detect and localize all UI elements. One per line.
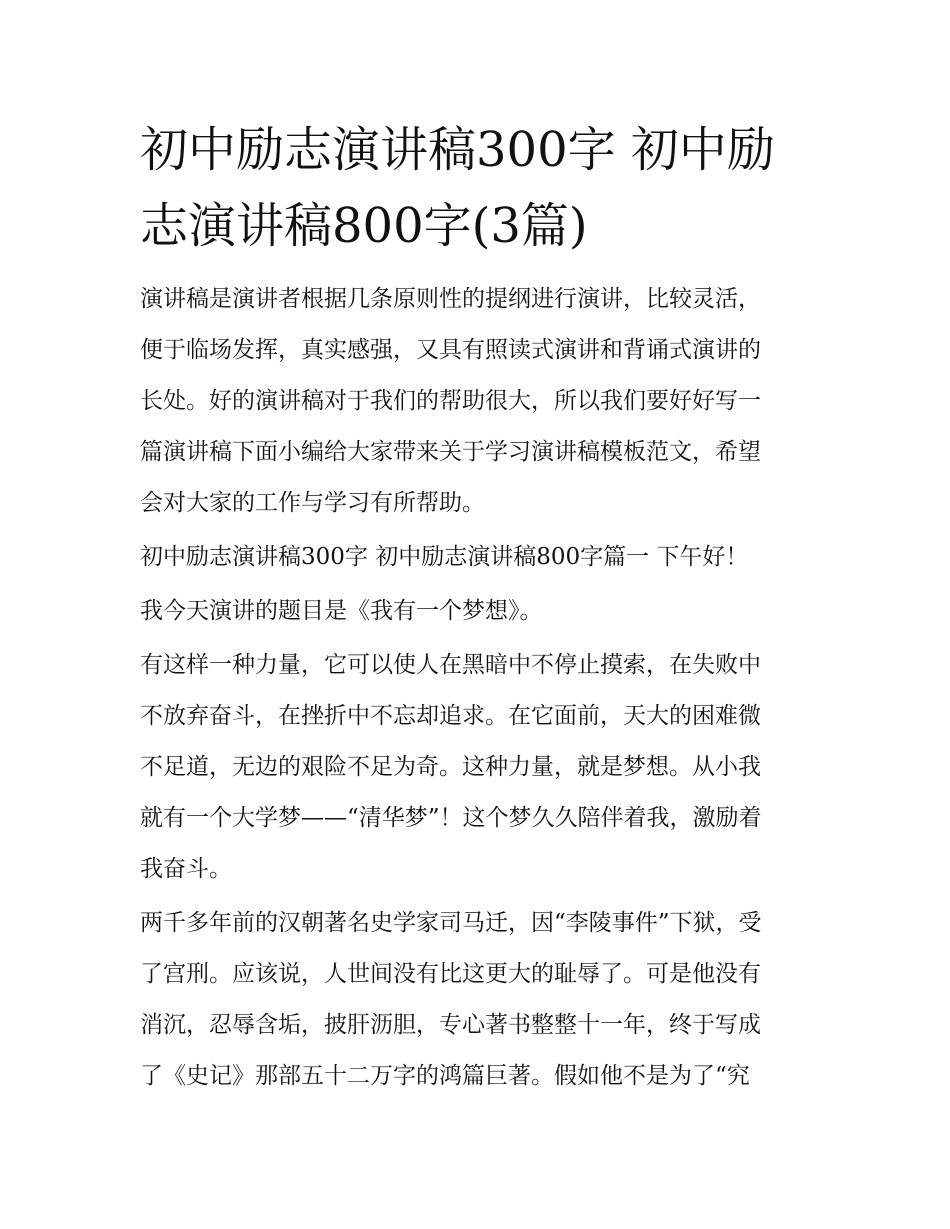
- body-paragraph: [140, 640, 812, 895]
- title-line: 志演讲稿800字(3篇): [140, 198, 588, 254]
- intro-paragraph: [140, 274, 812, 529]
- text-line: 了宫刑。应该说，人世间没有比这更大的耻辱了。可是他没有: [140, 961, 761, 987]
- text-line: 有这样一种力量，它可以使人在黑暗中不停止摸索，在失败中: [140, 652, 761, 678]
- text-line: 篇演讲稿下面小编给大家带来关于学习演讲稿模板范文，希望: [140, 439, 761, 465]
- text-line: 演讲稿是演讲者根据几条原则性的提纲进行演讲，比较灵活，: [140, 286, 761, 312]
- section-heading-paragraph: [140, 532, 812, 583]
- text-line: 不放弃奋斗，在挫折中不忘却追求。在它面前，天大的困难微: [140, 703, 761, 729]
- speech-topic-paragraph: [140, 586, 812, 637]
- document-title: [140, 112, 812, 264]
- body-paragraph: [140, 898, 812, 1102]
- text-line: 便于临场发挥，真实感强，又具有照读式演讲和背诵式演讲的: [140, 337, 761, 363]
- text-line: 我今天演讲的题目是《我有一个梦想》。: [140, 598, 543, 624]
- document-page: [140, 112, 812, 1105]
- title-line: 初中励志演讲稿300字 初中励: [140, 122, 775, 178]
- text-line: 初中励志演讲稿300字 初中励志演讲稿800字篇一 下午好！: [140, 544, 749, 570]
- text-line: 就有一个大学梦——“清华梦”！这个梦久久陪伴着我，激励着: [140, 805, 762, 831]
- text-line: 不足道，无边的艰险不足为奇。这种力量，就是梦想。从小我: [140, 754, 761, 780]
- text-line: 两千多年前的汉朝著名史学家司马迁，因“李陵事件”下狱，受: [140, 910, 762, 936]
- text-line: 我奋斗。: [140, 856, 232, 882]
- text-line: 会对大家的工作与学习有所帮助。: [140, 490, 485, 516]
- text-line: 长处。好的演讲稿对于我们的帮助很大，所以我们要好好写一: [140, 388, 761, 414]
- text-line: 消沉，忍辱含垢，披肝沥胆，专心著书整整十一年，终于写成: [140, 1012, 761, 1038]
- text-line: 了《史记》那部五十二万字的鸿篇巨著。假如他不是为了“究: [140, 1063, 750, 1089]
